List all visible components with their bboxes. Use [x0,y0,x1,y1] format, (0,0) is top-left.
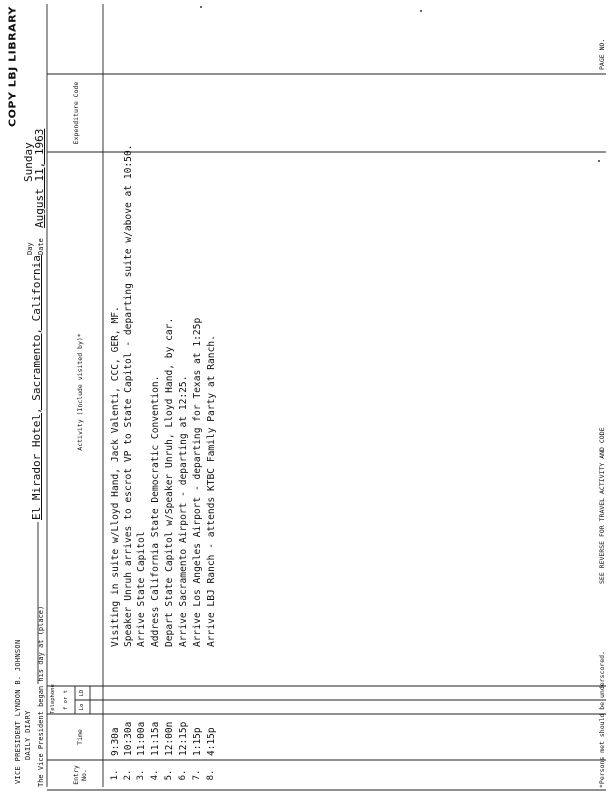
day-label: Day [26,242,34,255]
scan-speck [200,6,202,8]
col-activity-header: Activity (Include visited by)* [76,333,84,451]
entry-activity: Depart State Capitol w/Speaker Unruh, Lloyd Hand, by car. [164,317,175,647]
entry-activity: Arrive Sacramento Airport - departing at 12:25. [178,375,189,647]
diary-subtitle: DAILY DIARY [24,710,32,760]
entry-number: 1. [110,769,120,781]
entry-time: 11:15a [150,721,161,756]
col-entry-no-header: Entry No. [72,765,88,785]
entry-number: 3. [136,769,146,781]
entry-number: 6. [178,769,188,781]
entry-activity: Visiting in suite w/Lloyd Hand, Jack Valenti, CCC, GER, MF. [110,306,121,647]
entry-time: 1:15p [192,727,203,756]
entry-time: 12:00n [164,721,175,756]
footnote-reverse: SEE REVERSE FOR TRAVEL ACTIVITY AND CODE [598,427,606,584]
date-value: August 11, 1963 [33,128,46,228]
footnote-persons: *Persons met should be underscored. [598,651,606,788]
col-telephone-header: Telephone [50,684,56,714]
entry-number: 8. [206,769,216,781]
col-expenditure-header: Expenditure Code [72,81,80,145]
entry-time: 9:30a [110,727,121,756]
entry-number: 7. [192,769,202,781]
copy-stamp: COPY LBJ LIBRARY [6,6,19,127]
entry-activity: Arrive Los Angeles Airport - departing for Texas at 1:25p [192,317,203,647]
page-number-label: PAGE NO. [598,38,606,70]
entry-time: 4:15p [206,727,217,756]
entry-activity: Speaker Unruh arrives to escrot VP to State Capitol - departing suite w/above at 10:50. [123,144,134,647]
entry-time: 11:00a [136,721,147,756]
entry-number: 2. [123,769,133,781]
entry-number: 5. [164,769,174,781]
scan-speck [420,10,422,12]
col-time-header: Time [76,729,84,745]
col-f-or-t-header: f or t [63,690,69,710]
date-label: Date [37,238,45,255]
scan-speck [598,160,600,162]
place-label: The Vice President began his day at (place) [37,605,45,787]
entry-activity: Arrive LBJ Ranch - attends KTBC Family Party at Ranch. [206,335,217,647]
day-value: Sunday [22,142,35,182]
place-value: El Mirador Hotel, Sacramento, California [30,255,43,520]
col-ld-header: LD [79,689,85,697]
entry-activity: Arrive State Capitol [136,531,147,647]
col-lo-header: Lo [79,703,85,711]
diary-title: VICE PRESIDENT LYNDON B. JOHNSON [14,639,22,784]
entry-activity: Address California State Democratic Convention. [150,375,161,647]
entry-time: 10:30a [123,721,134,756]
entry-number: 4. [150,769,160,781]
entry-time: 12:15p [178,721,189,756]
